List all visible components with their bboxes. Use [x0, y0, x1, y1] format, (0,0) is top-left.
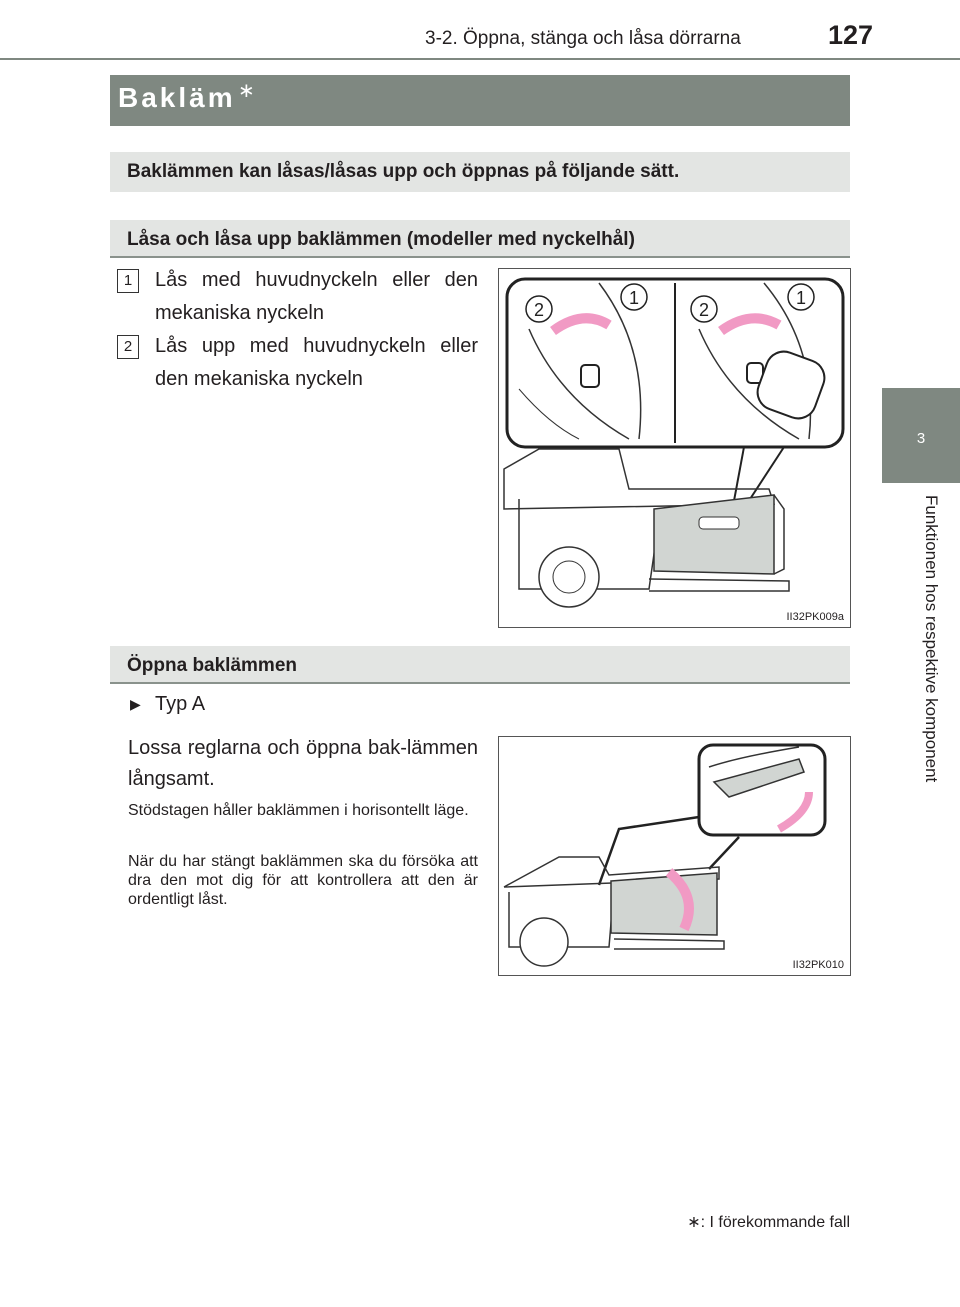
type-label: Typ A [155, 693, 206, 715]
section-heading-open: Öppna baklämmen [127, 655, 297, 676]
step-text-2: Lås upp med huvudnyckeln eller den mekaniska nyckeln [155, 335, 478, 390]
footnote-mark: ∗ [687, 1214, 701, 1231]
section-heading-lock: Låsa och låsa upp baklämmen (modeller med nyckelhål) [127, 229, 635, 250]
footnote-text: : I förekommande fall [700, 1214, 850, 1231]
step-number-1: 1 [117, 269, 139, 293]
note-check-lock: När du har stängt baklämmen ska du försöka att dra den mot dig för att kontrollera att den är ordentligt låst. [128, 853, 478, 908]
tailgate-icon [611, 873, 717, 935]
figure-code: II32PK009a [786, 611, 844, 623]
callout-2-right: 2 [698, 300, 710, 320]
title-footnote-mark: ∗ [238, 80, 255, 102]
figure-code-2: II32PK010 [792, 959, 844, 971]
chapter-title-vertical: Funktionen hos respektive komponent [922, 495, 941, 783]
open-instruction: Lossa reglarna och öppna bak-lämmen långsamt. [128, 737, 478, 790]
page-title: Bakläm [118, 82, 236, 113]
step-text-1: Lås med huvudnyckeln eller den mekaniska nyckeln [155, 269, 478, 324]
footnote [687, 1212, 850, 1232]
callout-2-left: 2 [533, 300, 545, 320]
keyhole-illustration [499, 269, 850, 627]
triangle-bullet-icon: ▶ [130, 696, 141, 712]
page-number: 127 [828, 20, 874, 50]
step-number-2: 2 [117, 335, 139, 359]
tailgate-open-illustration [499, 737, 850, 975]
chapter-number: 3 [916, 430, 926, 447]
intro-text: Baklämmen kan låsas/låsas upp och öppnas på följande sätt. [127, 161, 680, 182]
note-support-stays: Stödstagen håller baklämmen i horisontellt läge. [128, 802, 469, 819]
header-rule [0, 58, 960, 60]
tailgate-icon [654, 495, 774, 574]
figure-open-tailgate [498, 736, 851, 976]
key-cylinder-icon [581, 365, 599, 387]
callout-1-right: 1 [795, 288, 807, 308]
running-header-section: 3-2. Öppna, stänga och låsa dörrarna [425, 28, 741, 49]
callout-1-left: 1 [628, 288, 640, 308]
figure-keyhole-lock [498, 268, 851, 628]
